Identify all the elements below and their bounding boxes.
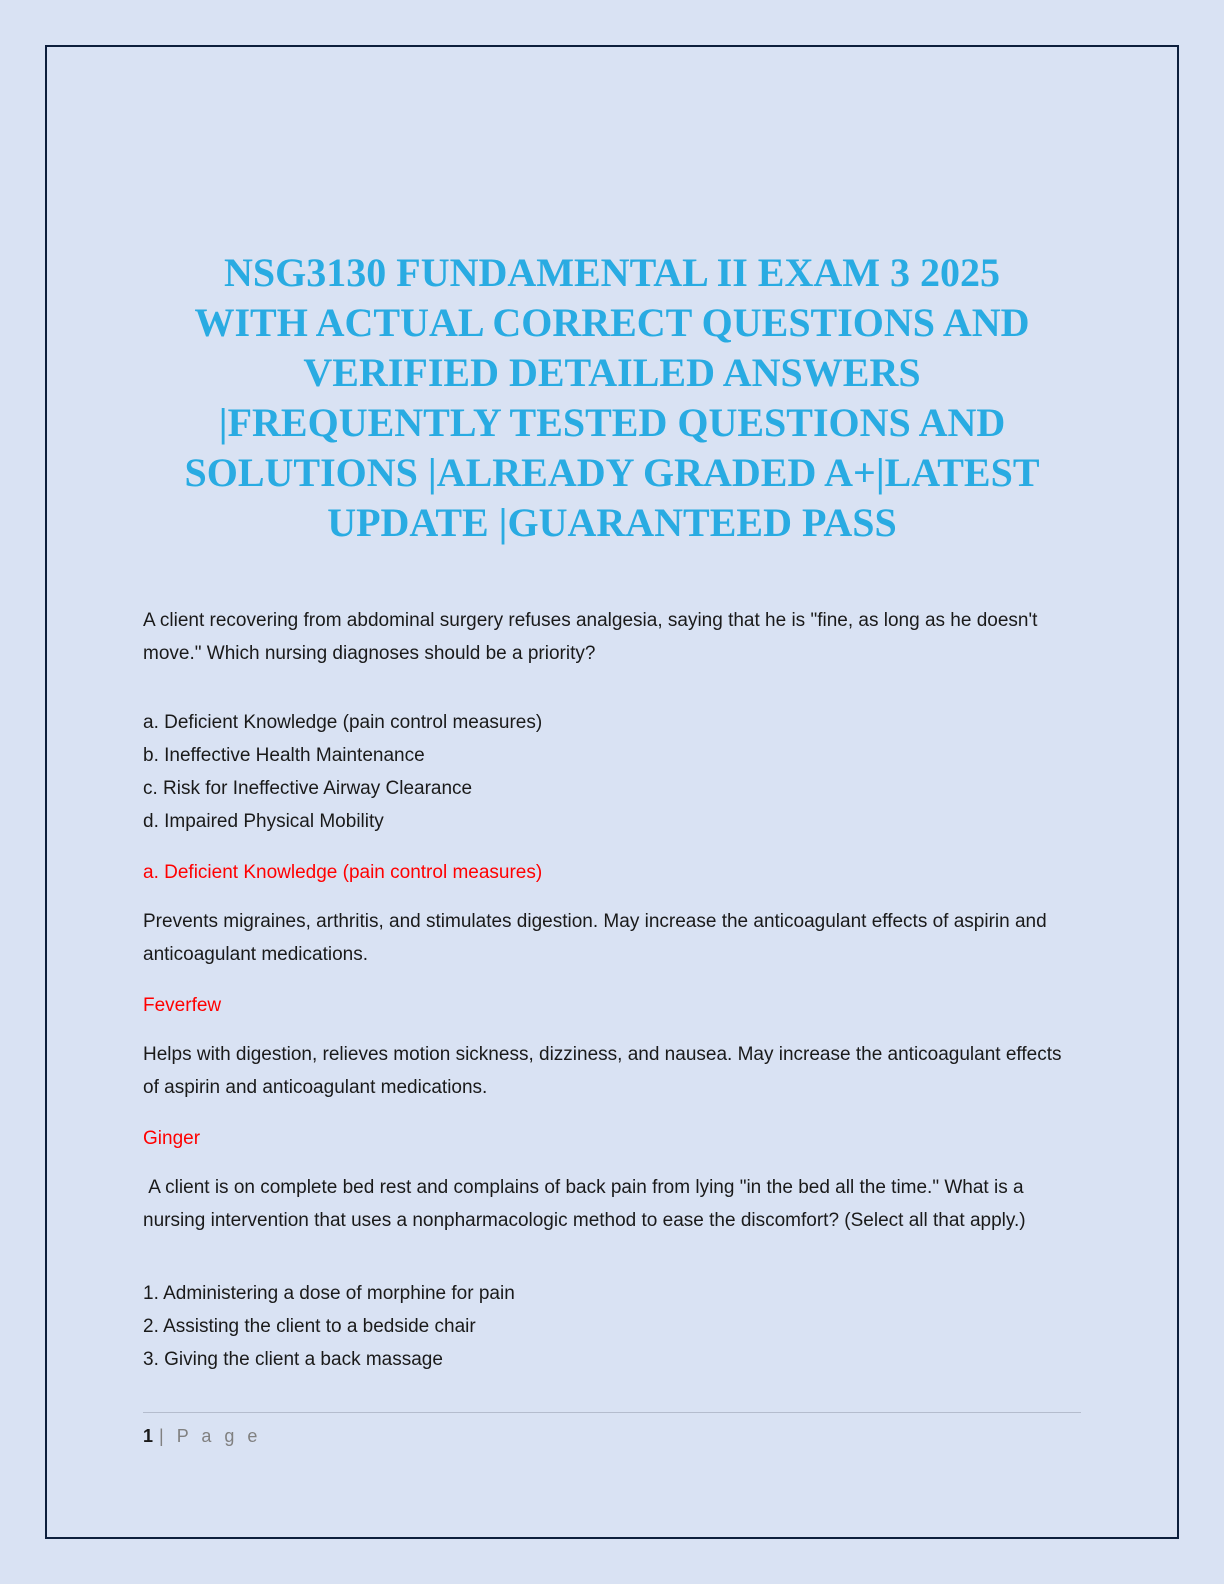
page-content [143,248,1081,1376]
exam-title-line: SOLUTIONS |ALREADY GRADED A+|LATEST [184,450,1040,495]
exam-title-line: VERIFIED DETAILED ANSWERS [303,350,921,395]
question-1-options [143,706,1081,838]
ginger-description-text: Helps with digestion, relieves motion sickness, dizziness, and nausea. May increase the anticoagulant effects of aspirin and anticoagulant medications. [143,1044,1067,1098]
exam-title-line: UPDATE |GUARANTEED PASS [327,500,897,545]
page-number: 1 [143,1426,154,1446]
page-footer [143,1412,1081,1447]
feverfew-description-text: Prevents migraines, arthritis, and stimulates digestion. May increase the anticoagulant effects of aspirin and anticoagulant medications. [143,911,1052,965]
question-2-text: A client is on complete bed rest and complains of back pain from lying "in the bed all the time." What is a nursing intervention that uses a nonpharmacologic method to ease the discomfort? (Select all that apply.) [143,1177,1029,1231]
feverfew-answer-text: Feverfew [143,995,222,1016]
numbered-option-1: 1. Administering a dose of morphine for pain [143,1283,515,1304]
answer-option-b: b. Ineffective Health Maintenance [143,745,425,766]
ginger-answer-text: Ginger [143,1128,201,1149]
question-2-options [143,1277,1081,1376]
answer-option-c: c. Risk for Ineffective Airway Clearance [143,778,473,799]
exam-title-line: |FREQUENTLY TESTED QUESTIONS AND [218,400,1006,445]
page-footer-separator: | [159,1426,168,1446]
page-footer-word: P a g e [176,1426,262,1446]
page-footer-label [159,1426,261,1446]
exam-title [143,248,1081,548]
numbered-option-3: 3. Giving the client a back massage [143,1349,443,1370]
answer-option-d: d. Impaired Physical Mobility [143,811,384,832]
question-1-correct-answer: a. Deficient Knowledge (pain control measures) [143,862,543,883]
document-body [143,604,1081,1376]
numbered-option-2: 2. Assisting the client to a bedside chair [143,1316,476,1337]
question-1-text: A client recovering from abdominal surgery refuses analgesia, saying that he is "fine, as long as he doesn't move." Which nursing diagnoses should be a priority? [143,610,1043,664]
exam-title-line: WITH ACTUAL CORRECT QUESTIONS AND [194,300,1030,345]
answer-option-a: a. Deficient Knowledge (pain control measures) [143,712,543,733]
exam-title-line: NSG3130 FUNDAMENTAL II EXAM 3 2025 [224,250,1000,295]
